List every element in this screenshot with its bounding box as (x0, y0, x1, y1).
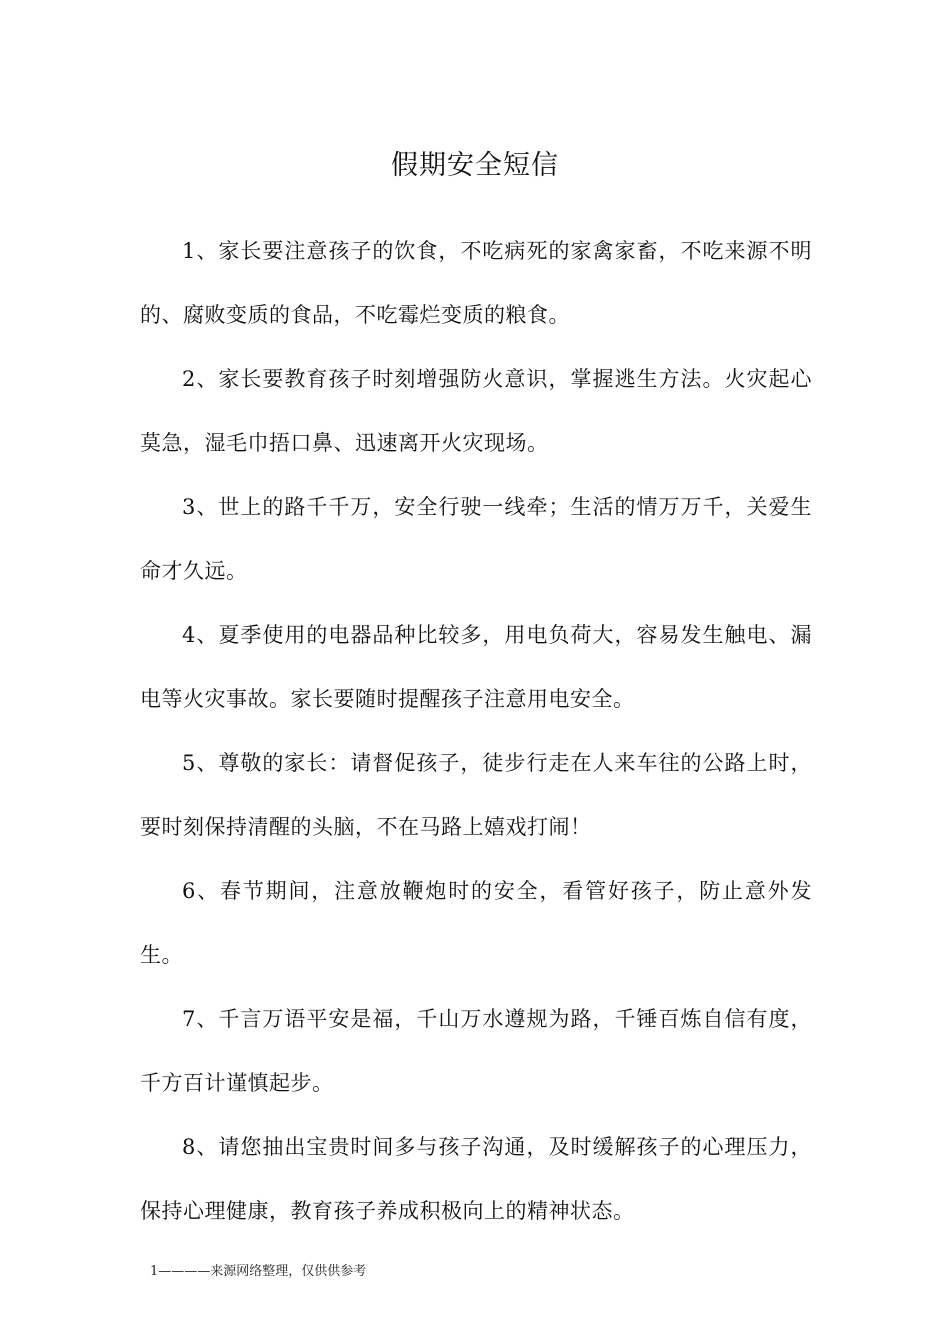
document-body (140, 219, 812, 1243)
paragraph-6: 6、春节期间，注意放鞭炮时的安全，看管好孩子，防止意外发生。 (140, 879, 812, 967)
paragraph-3: 3、世上的路千千万，安全行驶一线牵；生活的情万万千，关爱生命才久远。 (140, 495, 812, 583)
paragraph-5: 5、尊敬的家长：请督促孩子，徒步行走在人来车往的公路上时，要时刻保持清醒的头脑，不在马路上嬉戏打闹！ (140, 751, 812, 839)
paragraph-8: 8、请您抽出宝贵时间多与孩子沟通，及时缓解孩子的心理压力，保持心理健康，教育孩子养成积极向上的精神状态。 (140, 1135, 812, 1223)
page-footer: 1————来源网络整理，仅供供参考 (150, 1264, 367, 1279)
paragraph-2: 2、家长要教育孩子时刻增强防火意识，掌握逃生方法。火灾起心莫急，湿毛巾捂口鼻、迅速离开火灾现场。 (140, 367, 812, 455)
paragraph-7: 7、千言万语平安是福，千山万水遵规为路，千锤百炼自信有度，千方百计谨慎起步。 (140, 1007, 812, 1095)
paragraph-4: 4、夏季使用的电器品种比较多，用电负荷大，容易发生触电、漏电等火灾事故。家长要随时提醒孩子注意用电安全。 (140, 623, 812, 711)
document-title: 假期安全短信 (391, 150, 559, 181)
paragraph-1: 1、家长要注意孩子的饮食，不吃病死的家禽家畜，不吃来源不明的、腐败变质的食品，不吃霉烂变质的粮食。 (140, 239, 812, 327)
